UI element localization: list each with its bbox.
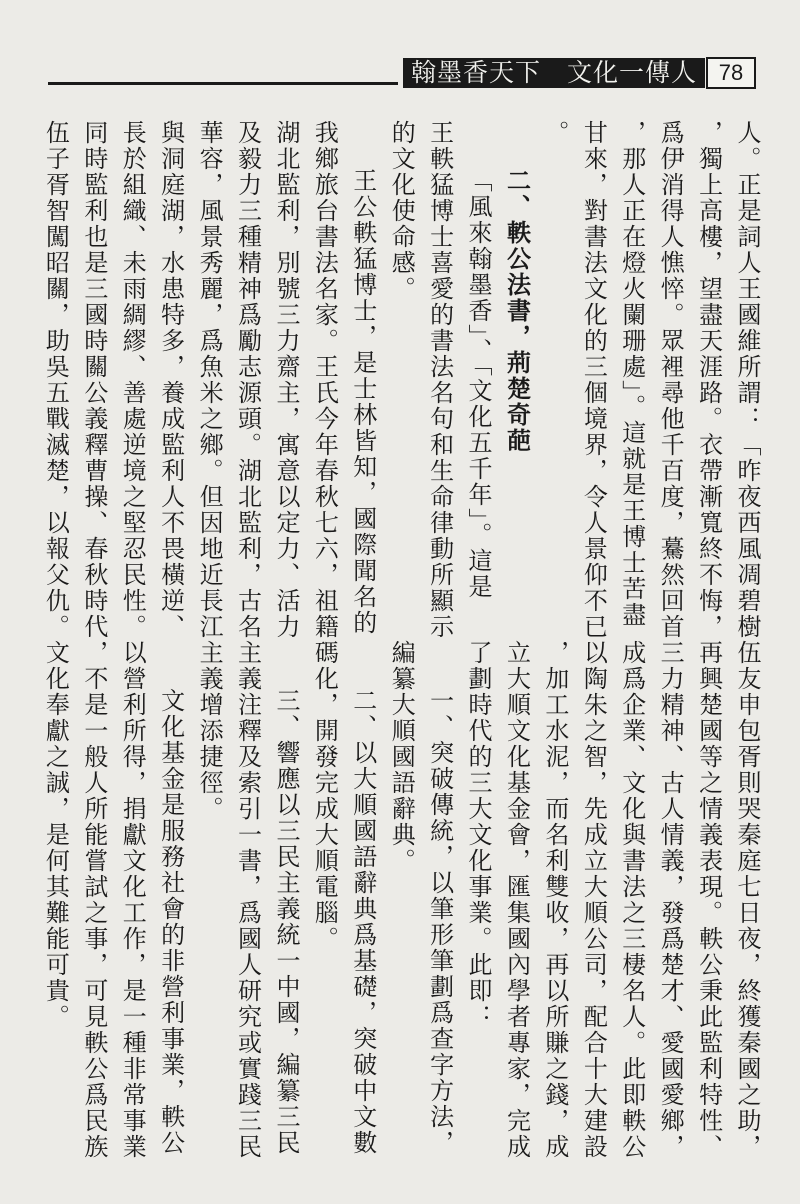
text-line: 人。正是詞人王國維所謂：「昨夜西風凋碧樹 (733, 120, 761, 640)
text-line: 王公軼猛博士，是士林皆知，國際聞名的 (348, 168, 377, 636)
text-line: 及毅力三種精神爲勵志源頭。湖北監利，古名 (233, 120, 262, 640)
text-line: 再興楚國等之情義表現。軼公秉此監利特性、 (694, 640, 723, 1160)
text-line: ，獨上高樓，望盡天涯路。衣帶漸寬終不悔， (694, 120, 723, 640)
text-line: 湖北監利，別號三力齋主，寓意以定力、活力 (271, 120, 300, 640)
text-line: 我鄉旅台書法名家。王氏今年春秋七六，祖籍 (310, 120, 339, 640)
text-line: 王軼猛博士喜愛的書法名句和生命律動所顯示 (425, 120, 454, 640)
list-item: 三、響應以三民主義統一中國，編纂三民 (271, 688, 300, 1156)
upper-text-block (40, 120, 770, 650)
text-line: 。 (540, 120, 569, 146)
text-line: ，那人正在燈火闌珊處」。這就是王博士苦盡 (617, 120, 646, 628)
text-line: 成爲企業、文化與書法之三棲名人。此即軼公 (617, 640, 646, 1160)
text-line: 伍友申包胥則哭秦庭七日夜，終獲秦國之助， (733, 640, 761, 1160)
text-line: 與洞庭湖，水患特多，養成監利人不畏橫逆、 (156, 120, 185, 640)
text-line: 主義增添捷徑。 (195, 640, 224, 822)
header-rule (48, 82, 398, 85)
page-number: 78 (706, 57, 756, 89)
text-line: 華容，風景秀麗，爲魚米之鄉。但因地近長江 (195, 120, 224, 640)
text-line: 伍子胥智闖昭關，助吳五戰滅楚，以報父仇。 (41, 120, 70, 640)
text-line: 主義注釋及索引一書，爲國人研究或實踐三民 (233, 640, 262, 1160)
text-line: 甘來，對書法文化的三個境界，令人景仰不已 (579, 120, 608, 640)
section-heading: 二、軼公法書，荊楚奇葩 (502, 168, 531, 454)
list-item: 二、以大順國語辭典爲基礎，突破中文數 (348, 688, 377, 1156)
text-line: ，加工水泥，而名利雙收，再以所賺之錢，成 (540, 640, 569, 1160)
text-line: 的文化使命感。 (387, 120, 416, 302)
text-line: 長於組織、未雨綢繆、善處逆境之堅忍民性。 (118, 120, 147, 640)
text-line: 編纂大順國語辭典。 (387, 640, 416, 874)
text-line: 以營利所得，捐獻文化工作，是一種非常事業 (118, 640, 147, 1160)
text-line: 同時監利也是三國時關公義釋曹操、春秋時代 (79, 120, 108, 640)
text-line: 立大順文化基金會，匯集國內學者專家，完成 (502, 640, 531, 1160)
text-line: 碼化，開發完成大順電腦。 (310, 640, 339, 952)
text-line: 文化奉獻之誠，是何其難能可貴。 (41, 640, 70, 1030)
text-line: 以陶朱之智，先成立大順公司，配合十大建設 (579, 640, 608, 1160)
text-line: 「風來翰墨香」、「文化五千年」。這是 (464, 168, 493, 600)
text-line: 了劃時代的三大文化事業。此即： (464, 640, 493, 1030)
text-line: ，不是一般人所能嘗試之事，可見軼公爲民族 (79, 640, 108, 1160)
list-item: 一、突破傳統，以筆形筆劃爲查字方法， (425, 688, 454, 1156)
text-line: 爲伊消得人憔悴。眾裡尋他千百度，驀然回首 (656, 120, 685, 640)
running-header-title: 翰墨香天下 文化一傳人 (403, 58, 705, 88)
lower-text-block (40, 640, 770, 1160)
text-line: 三力精神、古人情義，發爲楚才、愛國愛鄉， (656, 640, 685, 1160)
text-line: 文化基金是服務社會的非營利事業，軼公 (156, 688, 185, 1156)
